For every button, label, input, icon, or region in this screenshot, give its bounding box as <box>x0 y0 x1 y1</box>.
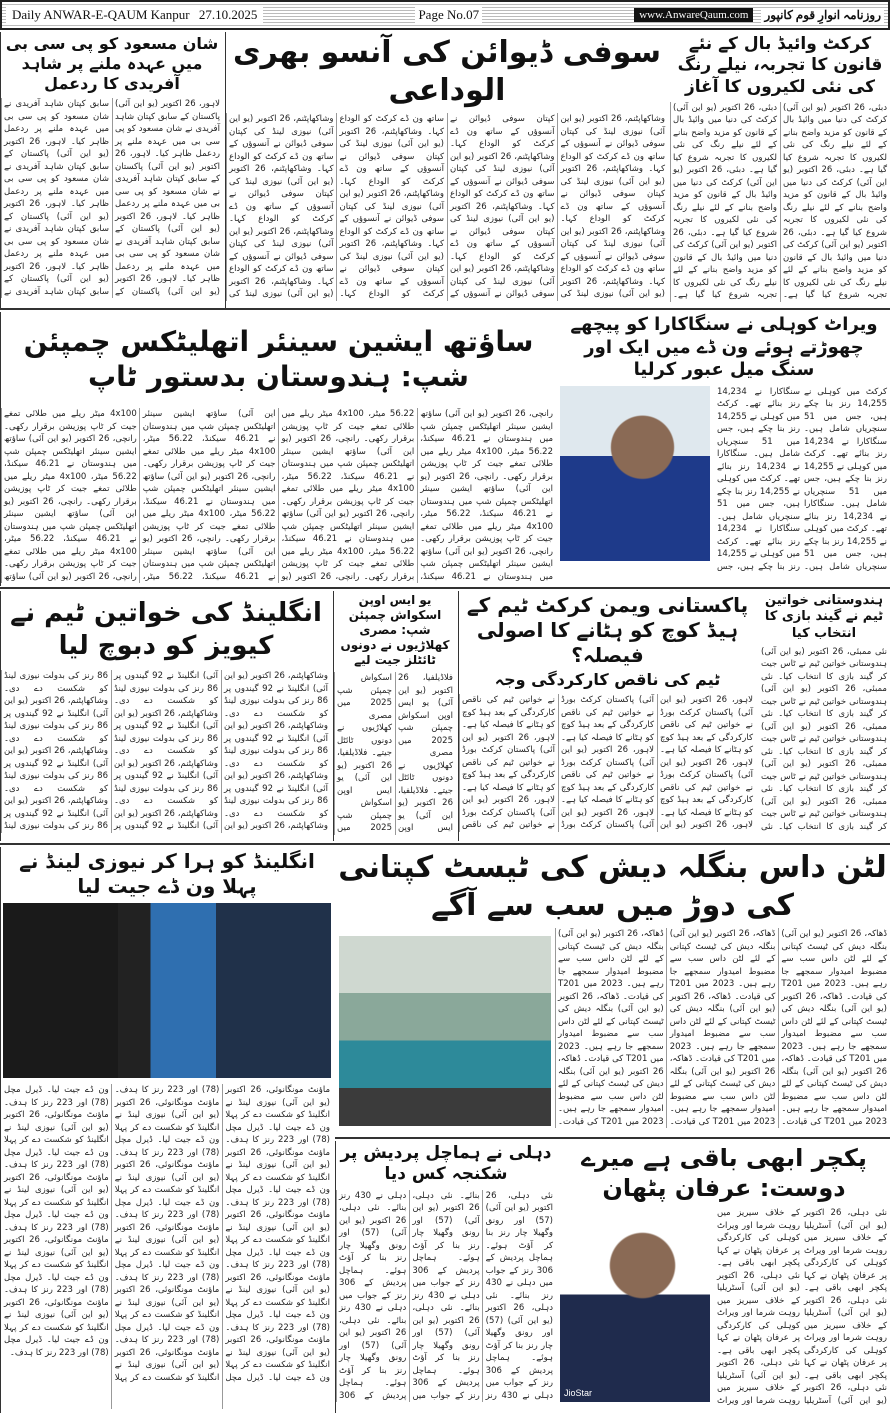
article-delhi-hp <box>335 1141 556 1413</box>
divider <box>0 308 890 310</box>
article-squash <box>333 591 456 841</box>
article-body: فلاڈیلفیا، 26 اکتوبر (یو این آئی) یو ایس اوپن اسکواش چمپئن شپ 2025 میں مصری کھلاڑیوں نے دونوں ٹائٹل جیتے۔ فلاڈیلفیا، 26 اکتوبر (یو این آئی) یو ایس اوپن اسکواش چمپئن شپ 2025 میں مصری کھلاڑیوں نے دونوں ٹائٹل جیتے۔ فلاڈیلفیا، 26 اکتوبر (یو این آئی) یو ایس اوپن اسکواش چمپئن شپ 2025 میں <box>337 673 453 833</box>
headline: شان مسعود کو پی سی بی میں عہدہ ملنے پر شاہد آفریدی کا ردعمل <box>5 34 219 93</box>
headline: سوفی ڈیوائن کی آنسو بھری الوداعی <box>233 35 661 108</box>
litton-das-photo <box>339 936 551 1126</box>
divider <box>0 587 890 589</box>
article-england-women <box>0 591 331 841</box>
headline: ساؤتھ ایشین سینئر اتھلیٹکس چمپئن شپ: ہندوستان بدستور ٹاپ <box>23 325 534 393</box>
masthead-logo: روزنامہ انوارِ قوم کانپور <box>761 8 884 23</box>
website-link[interactable]: www.AnwareQaum.com <box>634 8 753 22</box>
headline: انگلینڈ کو ہرا کر نیوزی لینڈ نے پہلا ون ڈے جیت لیا <box>19 849 315 898</box>
article-body: کرکٹ میں کوہلی نے 14,255 رنز بنا چکے ہیں، جس میں 51 سنچریاں شامل ہیں۔ سنگاکارا نے 14,234 رنز بنائے تھے۔ کرکٹ میں کوہلی نے 14,255 رنز بنا چکے ہیں، جس میں 51 سنچریاں شامل ہیں۔ سنگاکارا نے 14,234 رنز بنائے تھے۔ کرکٹ میں کوہلی نے 14,255 رنز بنا چکے ہیں، جس میں 51 سنچریاں شامل ہیں۔ سنگاکارا نے 14,234 رنز بنائے تھے۔ کرکٹ میں کوہلی نے 14,255 رنز بنا چکے ہیں، جس میں 51 سنچریاں شامل ہیں۔ سنگاکارا نے 14,234 رنز بنائے تھے۔ کرکٹ میں کوہلی نے 14,255 رنز بنا چکے ہیں، جس میں 51 سنچریاں شامل ہیں۔ سنگاکارا نے 14,234 رنز بنائے تھے۔ کرکٹ میں کوہلی نے 14,255 رنز بنا چکے ہیں، جس <box>717 386 888 572</box>
article-nz-odi <box>0 847 333 1413</box>
article-kohli <box>558 312 890 586</box>
headline: ہندوستانی خواتین ٹیم نے گیند بازی کا انتخاب کیا <box>764 593 884 641</box>
headline: پاکستانی ویمن کرکٹ ٹیم کے ہیڈ کوچ کو ہٹانے کا اصولی فیصلہ؟ <box>466 593 749 667</box>
article-indian-women <box>758 591 890 841</box>
article-body: ڈھاکہ، 26 اکتوبر (یو این آئی) بنگلہ دیش کی ٹیسٹ کپتانی کے لئے لٹن داس سب سے مضبوط امیدوار سمجھے جا رہے ہیں۔ 2023 میں T201 کی قیادت۔ ڈھاکہ، 26 اکتوبر (یو این آئی) بنگلہ دیش کی ٹیسٹ کپتانی کے لئے لٹن داس سب سے مضبوط امیدوار سمجھے جا رہے ہیں۔ 2023 میں T201 کی قیادت۔ ڈھاکہ، 26 اکتوبر (یو این آئی) بنگلہ دیش کی ٹیسٹ کپتانی کے لئے لٹن داس سب سے مضبوط امیدوار سمجھے جا رہے ہیں۔ 2023 میں T201 کی قیادت۔ ڈھاکہ، 26 اکتوبر (یو این آئی) بنگلہ دیش کی ٹیسٹ کپتانی کے لئے لٹن داس سب سے مضبوط امیدوار سمجھے جا رہے ہیں۔ 2023 میں T201 کی قیادت۔ ڈھاکہ، 26 اکتوبر (یو این آئی) بنگلہ دیش کی ٹیسٹ کپتانی کے لئے لٹن داس سب سے مضبوط امیدوار سمجھے جا رہے ہیں۔ 2023 میں T201 کی قیادت۔ ڈھاکہ، 26 اکتوبر (یو این آئی) بنگلہ دیش کی ٹیسٹ کپتانی کے لئے لٹن داس سب سے مضبوط امیدوار سمجھے جا رہے ہیں۔ 2023 میں T201 کی قیادت۔ ڈھاکہ، 26 اکتوبر (یو این آئی) بنگلہ دیش کی ٹیسٹ کپتانی کے لئے لٹن داس سب سے مضبوط امیدوار سمجھے جا رہے ہیں۔ 2023 میں T201 کی قیادت۔ ڈھاکہ، 26 اکتوبر (یو این آئی) بنگلہ دیش کی ٹیسٹ کپتانی کے لئے لٹن داس سب سے مضبوط امیدوار سمجھے جا رہے ہیں۔ 2023 میں T201 کی قیادت۔ ڈھاکہ، 26 اکتوبر (یو این آئی) بنگلہ دیش کی ٹیسٹ کپتانی کے لئے لٹن داس سب سے مضبوط امیدوار سمجھے جا رہے ہیں۔ 2023 میں T201 کی قیادت۔ <box>558 929 887 1127</box>
issue-date: 27.10.2025 <box>196 7 261 22</box>
headline: کرکٹ وائیڈ بال کے نئے قانون کا تجربہ، نیلے رنگ کی نئی لکیروں کا آغاز <box>677 34 883 97</box>
irfan-pathan-photo <box>560 1207 710 1402</box>
article-athletics <box>0 312 556 586</box>
article-irfan-pathan <box>558 1141 890 1413</box>
divider <box>0 843 890 845</box>
headline: لٹن داس بنگلہ دیش کی ٹیسٹ کپتانی کی دوڑ میں سب سے آگے <box>338 850 887 923</box>
article-shan-masood <box>0 32 223 308</box>
article-body: لاہور، 26 اکتوبر (یو این آئی) پاکستان کے سابق کپتان شاہد آفریدی نے شان مسعود کو پی سی بی میں عہدہ ملنے پر ردعمل ظاہر کیا۔ لاہور، 26 اکتوبر (یو این آئی) پاکستان کے سابق کپتان شاہد آفریدی نے شان مسعود کو پی سی بی میں عہدہ ملنے پر ردعمل ظاہر کیا۔ لاہور، 26 اکتوبر (یو این آئی) پاکستان کے سابق کپتان شاہد آفریدی نے شان مسعود کو پی سی بی میں عہدہ ملنے پر ردعمل ظاہر کیا۔ لاہور، 26 اکتوبر (یو این آئی) پاکستان کے سابق کپتان شاہد آفریدی نے شان مسعود کو پی سی بی میں عہدہ ملنے پر ردعمل ظاہر کیا۔ لاہور، 26 اکتوبر (یو این آئی) پاکستان کے سابق کپتان شاہد آفریدی نے شان مسعود کو پی سی بی میں عہدہ ملنے پر ردعمل ظاہر کیا۔ لاہور، 26 اکتوبر (یو این آئی) پاکستان کے سابق کپتان شاہد آفریدی نے شان مسعود کو پی سی بی میں عہدہ ملنے پر ردعمل ظاہر کیا۔ لاہور، 26 اکتوبر (یو این آئی) پاکستان کے سابق کپتان شاہد آفریدی نے <box>4 99 220 297</box>
page-number: Page No.07 <box>415 7 482 23</box>
headline: انگلینڈ کی خواتین ٹیم نے کیویز کو دبوچ لیا <box>10 598 322 661</box>
headline: پکچر ابھی باقی ہے میرے دوست: عرفان پٹھان <box>581 1144 867 1202</box>
photo-watermark: JioStar <box>564 1388 593 1398</box>
paper-name: Daily ANWAR-E-QAUM Kanpur 27.10.2025 <box>6 7 263 23</box>
article-wide-ball <box>670 32 890 308</box>
article-body: رانچی، 26 اکتوبر (یو این آئی) ساؤتھ ایشین سینئر اتھلیٹکس چمپئن شپ میں ہندوستان نے 46.21 سیکنڈ، 56.22 میٹر، 4x100 میٹر ریلے میں طلائی تمغے جیت کر ٹاپ پوزیشن برقرار رکھی۔ رانچی، 26 اکتوبر (یو این آئی) ساؤتھ ایشین سینئر اتھلیٹکس چمپئن شپ میں ہندوستان نے 46.21 سیکنڈ، 56.22 میٹر، 4x100 میٹر ریلے میں طلائی تمغے جیت کر ٹاپ پوزیشن برقرار رکھی۔ رانچی، 26 اکتوبر (یو این آئی) ساؤتھ ایشین سینئر اتھلیٹکس چمپئن شپ میں ہندوستان نے 46.21 سیکنڈ، 56.22 میٹر، 4x100 میٹر ریلے میں طلائی تمغے جیت کر ٹاپ پوزیشن برقرار رکھی۔ رانچی، 26 اکتوبر (یو این آئی) ساؤتھ ایشین سینئر اتھلیٹکس چمپئن شپ میں ہندوستان نے 46.21 سیکنڈ، 56.22 میٹر، 4x100 میٹر ریلے میں طلائی تمغے جیت کر ٹاپ پوزیشن برقرار رکھی۔ رانچی، 26 اکتوبر (یو این آئی) ساؤتھ ایشین سینئر اتھلیٹکس چمپئن شپ میں ہندوستان نے 46.21 سیکنڈ، 56.22 میٹر، 4x100 میٹر ریلے میں طلائی تمغے جیت کر ٹاپ پوزیشن برقرار رکھی۔ رانچی، 26 اکتوبر (یو این آئی) ساؤتھ ایشین سینئر اتھلیٹکس چمپئن شپ میں ہندوستان نے 46.21 سیکنڈ، 56.22 میٹر، 4x100 میٹر ریلے میں طلائی تمغے جیت کر ٹاپ پوزیشن برقرار رکھی۔ رانچی، 26 اکتوبر (یو این آئی) ساؤتھ ایشین سینئر اتھلیٹکس چمپئن شپ میں ہندوستان نے 46.21 سیکنڈ، 56.22 میٹر، 4x100 میٹر ریلے میں طلائی تمغے جیت کر ٹاپ پوزیشن برقرار رکھی۔ رانچی، 26 اکتوبر (یو این آئی) ساؤتھ ایشین سینئر اتھلیٹکس چمپئن شپ میں ہندوستان نے 46.21 سیکنڈ، 56.22 میٹر، 4x100 میٹر ریلے میں طلائی تمغے جیت کر ٹاپ پوزیشن برقرار رکھی۔ رانچی، 26 اکتوبر (یو این آئی) ساؤتھ ایشین سینئر اتھلیٹکس چمپئن شپ میں ہندوستان نے 46.21 سیکنڈ، 56.22 میٹر، 4x100 میٹر ریلے میں طلائی تمغے جیت کر ٹاپ پوزیشن برقرار رکھی۔ رانچی، 26 اکتوبر (یو این آئی) ساؤتھ ایشین سینئر اتھلیٹکس چمپئن شپ میں ہندوستان نے 46.21 سیکنڈ، 56.22 میٹر، 4x100 میٹر ریلے میں طلائی تمغے جیت کر ٹاپ پوزیشن برقرار رکھی۔ رانچی، 26 اکتوبر (یو این آئی) ساؤتھ <box>4 409 553 582</box>
article-body: ماؤنٹ مونگانوئی، 26 اکتوبر (یو این آئی) نیوزی لینڈ نے انگلینڈ کو شکست دے کر پہلا ون ڈے جیت لیا۔ ڈیرل مچل (78) اور 223 رنز کا ہدف۔ ماؤنٹ مونگانوئی، 26 اکتوبر (یو این آئی) نیوزی لینڈ نے انگلینڈ کو شکست دے کر پہلا ون ڈے جیت لیا۔ ڈیرل مچل (78) اور 223 رنز کا ہدف۔ ماؤنٹ مونگانوئی، 26 اکتوبر (یو این آئی) نیوزی لینڈ نے انگلینڈ کو شکست دے کر پہلا ون ڈے جیت لیا۔ ڈیرل مچل (78) اور 223 رنز کا ہدف۔ ماؤنٹ مونگانوئی، 26 اکتوبر (یو این آئی) نیوزی لینڈ نے انگلینڈ کو شکست دے کر پہلا ون ڈے جیت لیا۔ ڈیرل مچل (78) اور 223 رنز کا ہدف۔ ماؤنٹ مونگانوئی، 26 اکتوبر (یو این آئی) نیوزی لینڈ نے انگلینڈ کو شکست دے کر پہلا ون ڈے جیت لیا۔ ڈیرل مچل (78) اور 223 رنز کا ہدف۔ ماؤنٹ مونگانوئی، 26 اکتوبر (یو این آئی) نیوزی لینڈ نے انگلینڈ کو شکست دے کر پہلا ون ڈے جیت لیا۔ ڈیرل مچل (78) اور 223 رنز کا ہدف۔ ماؤنٹ مونگانوئی، 26 اکتوبر (یو این آئی) نیوزی لینڈ نے انگلینڈ کو شکست دے کر پہلا ون ڈے جیت لیا۔ ڈیرل مچل (78) اور 223 رنز کا ہدف۔ ماؤنٹ مونگانوئی، 26 اکتوبر (یو این آئی) نیوزی لینڈ نے انگلینڈ کو شکست دے کر پہلا ون ڈے جیت لیا۔ ڈیرل مچل (78) اور 223 رنز کا ہدف۔ ماؤنٹ مونگانوئی، 26 اکتوبر (یو این آئی) نیوزی لینڈ نے انگلینڈ کو شکست دے کر پہلا ون ڈے جیت لیا۔ ڈیرل مچل (78) اور 223 رنز کا ہدف۔ ماؤنٹ مونگانوئی، 26 اکتوبر (یو این آئی) نیوزی لینڈ نے انگلینڈ کو شکست دے کر پہلا ون ڈے جیت لیا۔ ڈیرل مچل (78) اور 223 رنز کا ہدف۔ ماؤنٹ مونگانوئی، 26 اکتوبر (یو این آئی) نیوزی لینڈ نے انگلینڈ کو شکست دے کر پہلا ون ڈے جیت لیا۔ ڈیرل مچل (78) اور 223 رنز کا ہدف۔ ماؤنٹ مونگانوئی، 26 اکتوبر (یو این آئی) نیوزی لینڈ نے انگلینڈ کو شکست دے کر پہلا ون ڈے جیت لیا۔ ڈیرل مچل (78) اور 223 رنز کا ہدف۔ ماؤنٹ مونگانوئی، 26 اکتوبر (یو این آئی) نیوزی لینڈ نے انگلینڈ کو شکست دے کر پہلا ون ڈے جیت لیا۔ ڈیرل مچل (78) اور 223 رنز کا ہدف۔ ماؤنٹ مونگانوئی، 26 اکتوبر (یو این آئی) نیوزی لینڈ نے انگلینڈ کو شکست دے کر پہلا ون ڈے جیت لیا۔ ڈیرل مچل (78) اور 223 رنز کا ہدف۔ <box>4 1085 330 1383</box>
headline: یو ایس اوپن اسکواش چمپئن شپ: مصری کھلاڑیوں نے دونوں ٹائٹلز جیت لیے <box>340 593 450 667</box>
article-body: نئی دہلی، 26 اکتوبر (یو این آئی) آسٹریلیا کے خلاف سیریز میں روہت شرما اور ویراٹ کوہلی کی کارکردگی پر عرفان پٹھان نے کہا پکچر ابھی باقی ہے۔ نئی دہلی، 26 اکتوبر (یو این آئی) آسٹریلیا کے خلاف سیریز میں روہت شرما اور ویراٹ کوہلی کی کارکردگی پر عرفان پٹھان نے کہا پکچر ابھی باقی ہے۔ نئی دہلی، 26 اکتوبر (یو این آئی) آسٹریلیا کے خلاف سیریز میں روہت شرما اور ویراٹ کوہلی کی کارکردگی پر عرفان پٹھان نے کہا پکچر ابھی باقی ہے۔ نئی دہلی، 26 اکتوبر (یو این آئی) آسٹریلیا کے خلاف سیریز میں روہت شرما اور ویراٹ کوہلی کی کارکردگی پر عرفان پٹھان نے کہا پکچر ابھی باقی ہے۔ نئی دہلی، 26 اکتوبر (یو این آئی) آسٹریلیا کے خلاف سیریز میں روہت شرما اور ویراٹ <box>717 1208 887 1406</box>
masthead <box>0 0 890 30</box>
kohli-photo <box>560 386 710 561</box>
article-body: دبئی، 26 اکتوبر (یو این آئی) کرکٹ کی دنیا میں وائیڈ بال کے قانون کو مزید واضح بنانے کے لئے نیلے رنگ کی نئی لکیروں کا تجربہ شروع کیا گیا ہے۔ دبئی، 26 اکتوبر (یو این آئی) کرکٹ کی دنیا میں وائیڈ بال کے قانون کو مزید واضح بنانے کے لئے نیلے رنگ کی نئی لکیروں کا تجربہ شروع کیا گیا ہے۔ دبئی، 26 اکتوبر (یو این آئی) کرکٹ کی دنیا میں وائیڈ بال کے قانون کو مزید واضح بنانے کے لئے نیلے رنگ کی نئی لکیروں کا تجربہ شروع کیا گیا ہے۔ دبئی، 26 اکتوبر (یو این آئی) کرکٹ کی دنیا میں وائیڈ بال کے قانون کو مزید واضح بنانے کے لئے نیلے رنگ کی نئی لکیروں کا تجربہ شروع کیا گیا ہے۔ دبئی، 26 اکتوبر (یو این آئی) کرکٹ کی دنیا میں وائیڈ بال کے قانون کو مزید واضح بنانے کے لئے نیلے رنگ کی نئی لکیروں کا تجربہ شروع کیا گیا ہے۔ دبئی، 26 اکتوبر (یو این آئی) کرکٹ کی دنیا میں وائیڈ بال کے قانون کو مزید واضح بنانے کے لئے نیلے رنگ کی نئی لکیروں کا تجربہ شروع کیا گیا ہے۔ <box>673 102 887 301</box>
headline: ویراٹ کوہلی نے سنگاکارا کو پیچھے چھوڑتے ہوئے ون ڈے میں ایک اور سنگ میل عبور کرلیا <box>570 314 878 380</box>
england-nz-photo <box>3 903 331 1078</box>
article-pak-coach <box>458 591 756 841</box>
article-body: وشاکھاپٹنم، 26 اکتوبر (یو این آئی) انگلینڈ نے 92 گیندوں پر 86 رنز کی بدولت نیوزی لینڈ کو شکست دے دی۔ وشاکھاپٹنم، 26 اکتوبر (یو این آئی) انگلینڈ نے 92 گیندوں پر 86 رنز کی بدولت نیوزی لینڈ کو شکست دے دی۔ وشاکھاپٹنم، 26 اکتوبر (یو این آئی) انگلینڈ نے 92 گیندوں پر 86 رنز کی بدولت نیوزی لینڈ کو شکست دے دی۔ وشاکھاپٹنم، 26 اکتوبر (یو این آئی) انگلینڈ نے 92 گیندوں پر 86 رنز کی بدولت نیوزی لینڈ کو شکست دے دی۔ وشاکھاپٹنم، 26 اکتوبر (یو این آئی) انگلینڈ نے 92 گیندوں پر 86 رنز کی بدولت نیوزی لینڈ کو شکست دے دی۔ وشاکھاپٹنم، 26 اکتوبر (یو این آئی) انگلینڈ نے 92 گیندوں پر 86 رنز کی بدولت نیوزی لینڈ کو شکست دے دی۔ وشاکھاپٹنم، 26 اکتوبر (یو این آئی) انگلینڈ نے 92 گیندوں پر 86 رنز کی بدولت نیوزی لینڈ کو شکست دے دی۔ وشاکھاپٹنم، 26 اکتوبر (یو این آئی) انگلینڈ نے 92 گیندوں پر 86 رنز کی بدولت نیوزی لینڈ کو شکست دے دی۔ وشاکھاپٹنم، 26 اکتوبر (یو این آئی) انگلینڈ نے 92 گیندوں پر 86 رنز کی بدولت نیوزی لینڈ کو شکست دے دی۔ وشاکھاپٹنم، 26 اکتوبر (یو این آئی) انگلینڈ نے 92 گیندوں پر 86 رنز کی بدولت نیوزی لینڈ <box>4 671 328 831</box>
article-body: نئی دہلی، 26 اکتوبر (یو این آئی) (57) اور رونق وگھیلا چار رنز بنا کر آؤٹ ہوئے۔ ہماچل پردیش کے 306 رنز کے جواب میں دہلی نے 430 رنز بنائے۔ نئی دہلی، 26 اکتوبر (یو این آئی) (57) اور رونق وگھیلا چار رنز بنا کر آؤٹ ہوئے۔ ہماچل پردیش کے 306 رنز کے جواب میں دہلی نے 430 رنز بنائے۔ نئی دہلی، 26 اکتوبر (یو این آئی) (57) اور رونق وگھیلا چار رنز بنا کر آؤٹ ہوئے۔ ہماچل پردیش کے 306 رنز کے جواب میں دہلی نے 430 رنز بنائے۔ نئی دہلی، 26 اکتوبر (یو این آئی) (57) اور رونق وگھیلا چار رنز بنا کر آؤٹ ہوئے۔ ہماچل پردیش کے 306 رنز کے جواب میں دہلی نے 430 رنز بنائے۔ نئی دہلی، 26 اکتوبر (یو این آئی) (57) اور رونق وگھیلا چار رنز بنا کر آؤٹ ہوئے۔ ہماچل پردیش کے 306 رنز کے جواب میں دہلی نے 430 رنز بنائے۔ نئی دہلی، 26 اکتوبر (یو این آئی) (57) اور رونق وگھیلا چار رنز بنا کر آؤٹ ہوئے۔ ہماچل پردیش کے 306 <box>339 1190 553 1401</box>
article-body: نئی ممبئی، 26 اکتوبر (یو این آئی) ہندوستانی خواتین ٹیم نے ٹاس جیت کر گیند بازی کا انتخاب کیا۔ نئی ممبئی، 26 اکتوبر (یو این آئی) ہندوستانی خواتین ٹیم نے ٹاس جیت کر گیند بازی کا انتخاب کیا۔ نئی ممبئی، 26 اکتوبر (یو این آئی) ہندوستانی خواتین ٹیم نے ٹاس جیت کر گیند بازی کا انتخاب کیا۔ نئی ممبئی، 26 اکتوبر (یو این آئی) ہندوستانی خواتین ٹیم نے ٹاس جیت کر گیند بازی کا انتخاب کیا۔ نئی ممبئی، 26 اکتوبر (یو این آئی) ہندوستانی خواتین ٹیم نے ٹاس جیت کر گیند بازی کا انتخاب کیا۔ نئی <box>761 646 887 832</box>
subheadline: ٹیم کی ناقص کارکردگی وجہ <box>494 670 721 689</box>
divider <box>335 1137 890 1139</box>
article-litton-das <box>335 847 890 1135</box>
article-sophie-devine <box>225 32 668 308</box>
headline: دہلی نے ہماچل پردیش پر شکنجہ کس دیا <box>340 1143 552 1185</box>
article-body: لاہور، 26 اکتوبر (یو این آئی) پاکستان کرکٹ بورڈ نے خواتین ٹیم کی ناقص کارکردگی کے بعد ہیڈ کوچ کو ہٹانے کا فیصلہ کیا ہے۔ لاہور، 26 اکتوبر (یو این آئی) پاکستان کرکٹ بورڈ نے خواتین ٹیم کی ناقص کارکردگی کے بعد ہیڈ کوچ کو ہٹانے کا فیصلہ کیا ہے۔ لاہور، 26 اکتوبر (یو این آئی) پاکستان کرکٹ بورڈ نے خواتین ٹیم کی ناقص کارکردگی کے بعد ہیڈ کوچ کو ہٹانے کا فیصلہ کیا ہے۔ لاہور، 26 اکتوبر (یو این آئی) پاکستان کرکٹ بورڈ نے خواتین ٹیم کی ناقص کارکردگی کے بعد ہیڈ کوچ کو ہٹانے کا فیصلہ کیا ہے۔ لاہور، 26 اکتوبر (یو این آئی) پاکستان کرکٹ بورڈ نے خواتین ٹیم کی ناقص کارکردگی کے بعد ہیڈ کوچ کو ہٹانے کا فیصلہ کیا ہے۔ لاہور، 26 اکتوبر (یو این آئی) پاکستان کرکٹ بورڈ نے خواتین ٹیم کی ناقص کارکردگی کے بعد ہیڈ کوچ کو ہٹانے کا فیصلہ کیا ہے۔ لاہور، 26 اکتوبر (یو این آئی) پاکستان کرکٹ بورڈ نے خواتین ٹیم کی ناقص <box>462 695 753 830</box>
article-body: وشاکھاپٹنم، 26 اکتوبر (یو این آئی) نیوزی لینڈ کی کپتان سوفی ڈیوائن نے آنسوؤں کے ساتھ ون ڈے کرکٹ کو الوداع کہا۔ وشاکھاپٹنم، 26 اکتوبر (یو این آئی) نیوزی لینڈ کی کپتان سوفی ڈیوائن نے آنسوؤں کے ساتھ ون ڈے کرکٹ کو الوداع کہا۔ وشاکھاپٹنم، 26 اکتوبر (یو این آئی) نیوزی لینڈ کی کپتان سوفی ڈیوائن نے آنسوؤں کے ساتھ ون ڈے کرکٹ کو الوداع کہا۔ وشاکھاپٹنم، 26 اکتوبر (یو این آئی) نیوزی لینڈ کی کپتان سوفی ڈیوائن نے آنسوؤں کے ساتھ ون ڈے کرکٹ کو الوداع کہا۔ وشاکھاپٹنم، 26 اکتوبر (یو این آئی) نیوزی لینڈ کی کپتان سوفی ڈیوائن نے آنسوؤں کے ساتھ ون ڈے کرکٹ کو الوداع کہا۔ وشاکھاپٹنم، 26 اکتوبر (یو این آئی) نیوزی لینڈ کی کپتان سوفی ڈیوائن نے آنسوؤں کے ساتھ ون ڈے کرکٹ کو الوداع کہا۔ وشاکھاپٹنم، 26 اکتوبر (یو این آئی) نیوزی لینڈ کی کپتان سوفی ڈیوائن نے آنسوؤں کے ساتھ ون ڈے کرکٹ کو الوداع کہا۔ وشاکھاپٹنم، 26 اکتوبر (یو این آئی) نیوزی لینڈ کی کپتان سوفی ڈیوائن نے آنسوؤں کے ساتھ ون ڈے کرکٹ کو الوداع کہا۔ وشاکھاپٹنم، 26 اکتوبر (یو این آئی) نیوزی لینڈ کی کپتان سوفی ڈیوائن نے آنسوؤں کے ساتھ ون ڈے کرکٹ کو الوداع کہا۔ وشاکھاپٹنم، 26 اکتوبر (یو این آئی) نیوزی لینڈ کی کپتان سوفی ڈیوائن نے آنسوؤں کے ساتھ ون ڈے کرکٹ کو الوداع کہا۔ وشاکھاپٹنم، 26 اکتوبر (یو این آئی) نیوزی لینڈ کی کپتان سوفی ڈیوائن نے آنسوؤں کے ساتھ ون ڈے کرکٹ کو الوداع کہا۔ وشاکھاپٹنم، 26 اکتوبر (یو این آئی) نیوزی لینڈ کی کپتان سوفی ڈیوائن نے آنسوؤں کے ساتھ ون ڈے کرکٹ کو الوداع کہا۔ وشاکھاپٹنم، 26 اکتوبر (یو این آئی) نیوزی لینڈ کی کپتان سوفی ڈیوائن نے آنسوؤں کے ساتھ ون ڈے کرکٹ کو الوداع کہا۔ وشاکھاپٹنم، 26 اکتوبر (یو این آئی) نیوزی لینڈ کی <box>229 114 665 299</box>
